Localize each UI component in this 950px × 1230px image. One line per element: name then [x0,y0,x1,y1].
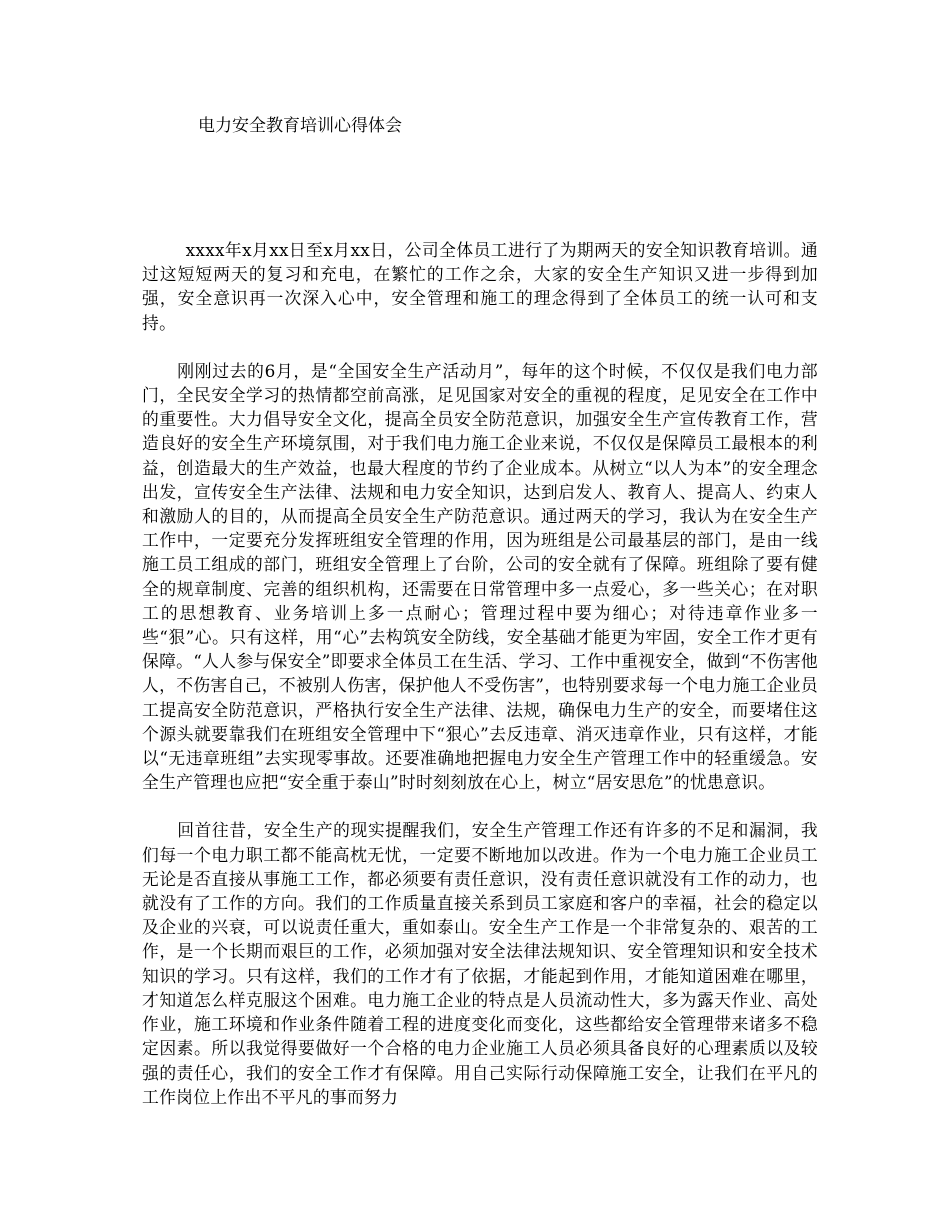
document-body [142,238,818,1133]
paragraph-3: 回首往昔，安全生产的现实提醒我们，安全生产管理工作还有许多的不足和漏洞，我们每一个电力职工都不能高枕无忧，一定要不断地加以改进。作为一个电力施工企业员工无论是否直接从事施工工作，都必须要有责任意识，没有责任意识就没有工作的动力，也就没有了工作的方向。我们的工作质量直接关系到员工家庭和客户的幸福，社会的稳定以及企业的兴衰，可以说责任重大，重如泰山。安全生产工作是一个非常复杂的、艰苦的工作，是一个长期而艰巨的工作，必须加强对安全法律法规知识、安全管理知识和安全技术知识的学习。只有这样，我们的工作才有了依据，才能起到作用，才能知道困难在哪里，才知道怎么样克服这个困难。电力施工企业的特点是人员流动性大，多为露天作业、高处作业，施工环境和作业条件随着工程的进度变化而变化，这些都给安全管理带来诸多不稳定因素。所以我觉得要做好一个合格的电力企业施工人员必须具备良好的心理素质以及较强的责任心，我们的安全工作才有保障。用自己实际行动保障施工安全，让我们在平凡的工作岗位上作出不平凡的事而努力 [142,820,818,1107]
paragraph-1: xxxx年x月xx日至x月xx日，公司全体员工进行了为期两天的安全知识教育培训。通过这短短两天的复习和充电，在繁忙的工作之余，大家的安全生产知识又进一步得到加强，安全意识再一次深入心中，安全管理和施工的理念得到了全体员工的统一认可和支持。 [142,240,818,333]
paragraph-2: 刚刚过去的6月，是“全国安全生产活动月”，每年的这个时候，不仅仅是我们电力部门，全民安全学习的热情都空前高涨，足见国家对安全的重视的程度，足见安全在工作中的重要性。大力倡导安全文化，提高全员安全防范意识，加强安全生产宣传教育工作，营造良好的安全生产环境氛围，对于我们电力施工企业来说，不仅仅是保障员工最根本的利益，创造最大的生产效益，也最大程度的节约了企业成本。从树立“以人为本”的安全理念出发，宣传安全生产法律、法规和电力安全知识，达到启发人、教育人、提高人、约束人和激励人的目的，从而提高全员安全生产防范意识。通过两天的学习，我认为在安全生产工作中，一定要充分发挥班组安全管理的作用，因为班组是公司最基层的部门，是由一线施工员工组成的部门，班组安全管理上了台阶，公司的安全就有了保障。班组除了要有健全的规章制度、完善的组织机构，还需要在日常管理中多一点爱心，多一些关心；在对职工的思想教育、业务培训上多一点耐心；管理过程中要为细心；对待违章作业多一些“狠”心。只有这样，用“心”去构筑安全防线，安全基础才能更为牢固，安全工作才更有保障。“人人参与保安全”即要求全体员工在生活、学习、工作中重视安全，做到“不伤害他人，不伤害自己，不被别人伤害，保护他人不受伤害”，也特别要求每一个电力施工企业员工提高安全防范意识，严格执行安全生产法律、法规，确保电力生产的安全，而要堵住这个源头就要靠我们在班组安全管理中下“狠心”去反违章、消灭违章作业，只有这样，才能以“无违章班组”去实现零事故。还要准确地把握电力安全生产管理工作中的轻重缓急。安全生产管理也应把“安全重于泰山”时时刻刻放在心上，树立“居安思危”的忧患意识。 [142,360,818,793]
document-title: 电力安全教育培训心得体会 [198,116,402,136]
